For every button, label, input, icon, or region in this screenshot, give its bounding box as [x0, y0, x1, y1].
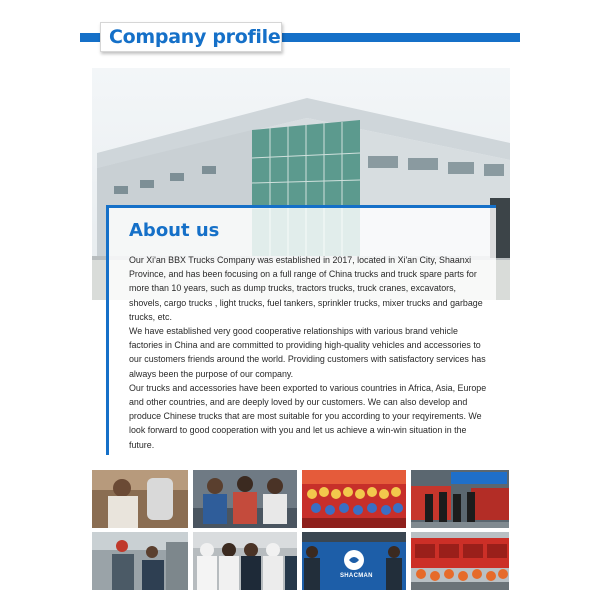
page-title: Company profile	[100, 22, 282, 52]
shacman-banner-photo	[302, 532, 406, 590]
red-trucks-group-photo	[411, 532, 509, 590]
customer-meeting-photo	[193, 532, 297, 590]
trucks-delivery-ceremony-photo	[411, 470, 509, 528]
about-paragraph-1: Our Xi'an BBX Trucks Company was established in 2017, located in Xi'an City, Shaanxi Province, and has been focusing on a full range of China trucks and truck spare parts for more than 10 years, such as dump trucks, tractors trucks, truck cranes, excavators, shovels, cargo trucks , light trucks, fuel tankers, sprinkler trucks, mixer trucks and garbage trucks, etc.	[129, 255, 483, 322]
team-inspection-photo	[193, 470, 297, 528]
about-us-heading: About us	[129, 220, 220, 241]
header-accent-bar-right	[280, 33, 520, 42]
about-paragraph-2: We have established very good cooperative relationships with various brand vehicle factories in China and are committed to providing high-quality vehicles and accessories to our customers friends around the world. Providing customers with satisfactory services has always been the purpose of our company.	[129, 326, 486, 379]
worker-holding-part-photo	[92, 470, 188, 528]
about-us-card	[106, 205, 496, 455]
about-us-body	[129, 253, 491, 452]
workshop-visit-photo	[92, 532, 188, 590]
about-paragraph-3: Our trucks and accessories have been exported to various countries in Africa, Asia, Europe and other countries, and are deeply loved by our customers. We can also develop and produce Chinese trucks that are most suitable for you according to your reqyirements. We look forward to good cooperation with you and let us achieve a win-win situation in the future.	[129, 382, 487, 450]
shacman-logo-text: SHACMAN	[340, 573, 373, 579]
header-accent-bar-left	[80, 33, 102, 42]
company-group-photo	[302, 470, 406, 528]
